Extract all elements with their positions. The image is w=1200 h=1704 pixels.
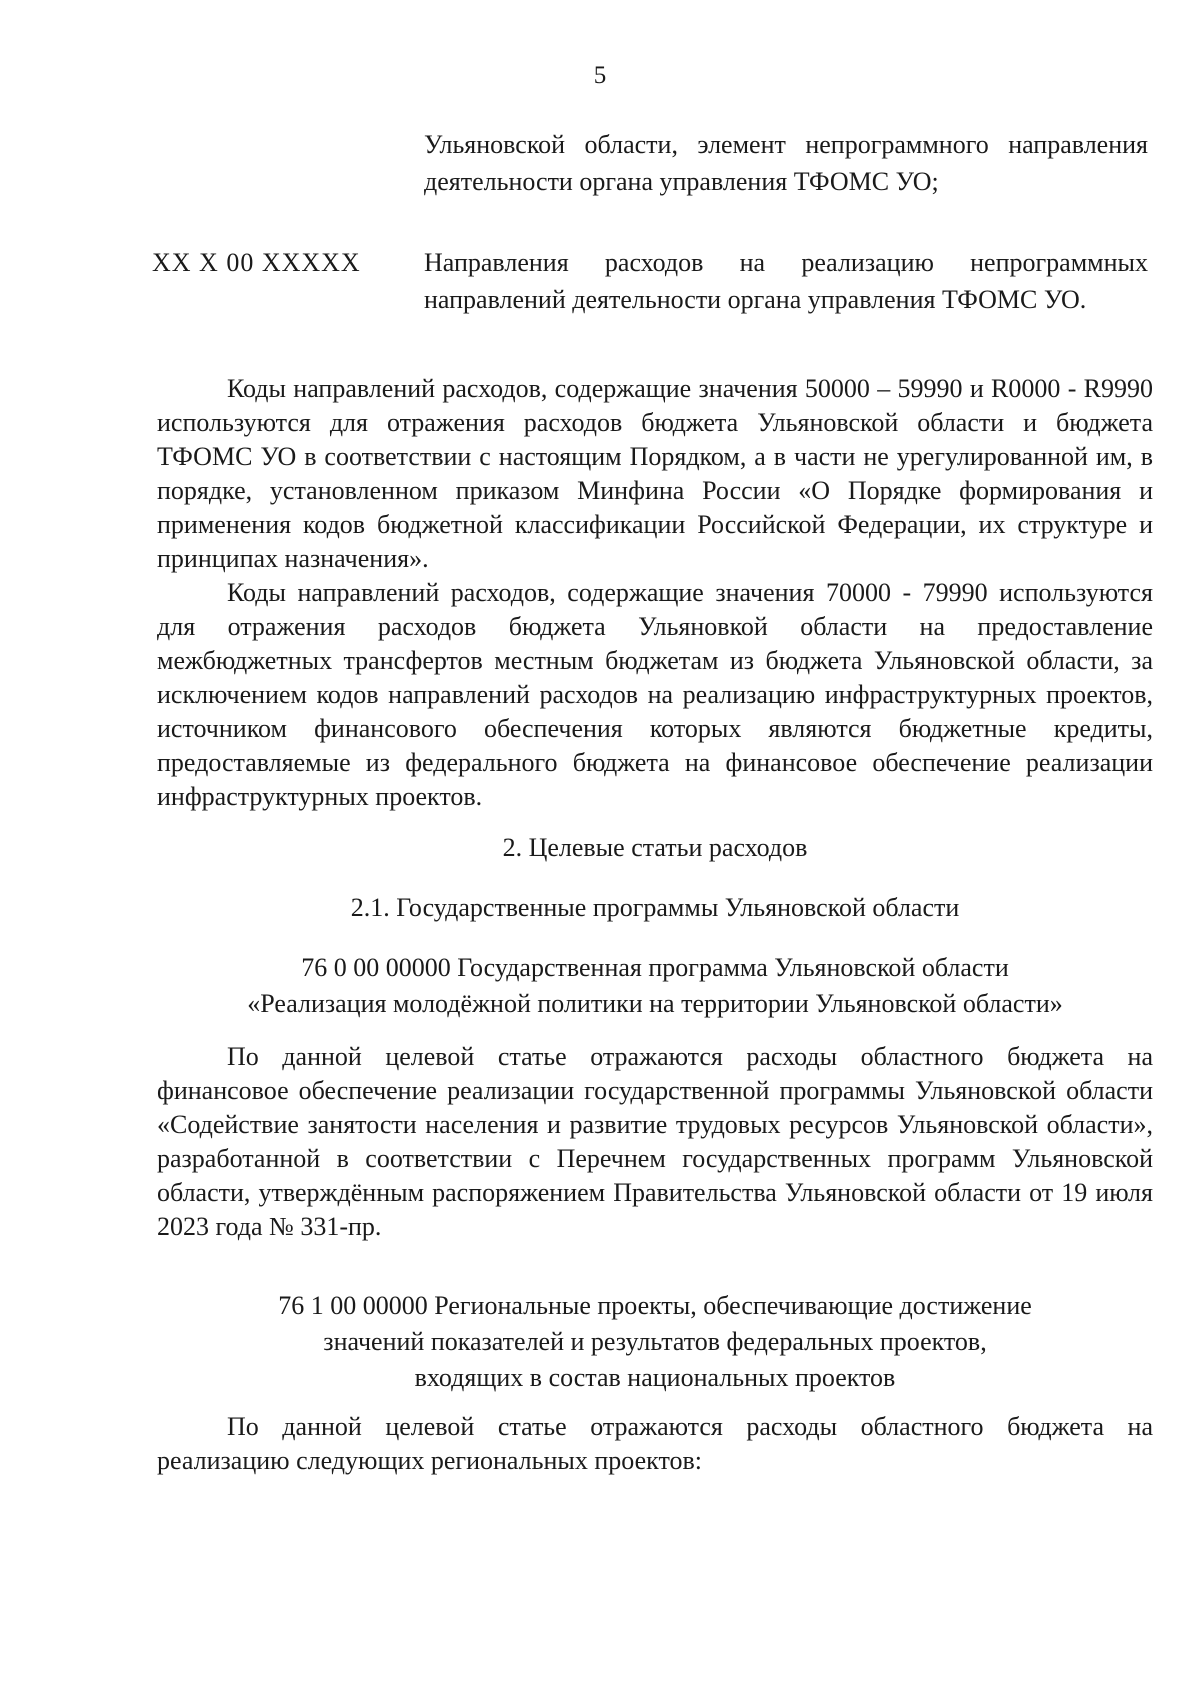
program-heading-line: «Реализация молодёжной политики на территории Ульяновской области» — [247, 989, 1063, 1018]
definition-code: XX X 00 XXXXX — [152, 248, 361, 277]
definition-text: Направления расходов на реализацию непрограммных направлений деятельности органа управления ТФОМС УО. — [424, 248, 1148, 314]
page-number: 5 — [593, 62, 607, 89]
regional-projects-heading-line: значений показателей и результатов федеральных проектов, — [323, 1327, 987, 1356]
paragraph-codes-70000: Коды направлений расходов, содержащие значения 70000 - 79990 используются для отражения расходов бюджета Ульяновкой области на предоставление межбюджетных трансфертов местным бюджетам из бюджета Ульяновской области, за исключением кодов направлений расходов на реализацию инфраструктурных проектов, источником финансового обеспечения которых являются бюджетные кредиты, предоставляемые из федерального бюджета на финансовое обеспечение реализации инфраструктурных проектов. — [157, 578, 1153, 811]
paragraph-program-description: По данной целевой статье отражаются расходы областного бюджета на финансовое обеспечение реализации государственной программы Ульяновской области «Содействие занятости населения и развитие трудовых ресурсов Ульяновской области», разработанной в соответствии с Перечнем государственных программ Ульяновской области, утверждённым распоряжением Правительства Ульяновской области от 19 июля 2023 года № 331-пр. — [157, 1042, 1153, 1241]
definition-text: Ульяновской области, элемент непрограммного направления деятельности органа управления ТФОМС УО; — [424, 130, 1148, 196]
paragraph-codes-50000: Коды направлений расходов, содержащие значения 50000 – 59990 и R0000 - R9990 используются для отражения расходов бюджета Ульяновской области и бюджета ТФОМС УО в соответствии с настоящим Порядком, а в части не урегулированной им, в порядке, установленном приказом Минфина России «О Порядке формирования и применения кодов бюджетной классификации Российской Федерации, их структуре и принципах назначения». — [157, 374, 1153, 573]
regional-projects-heading-line: входящих в состав национальных проектов — [414, 1363, 896, 1392]
paragraph-regional-projects: По данной целевой статье отражаются расходы областного бюджета на реализацию следующих региональных проектов: — [157, 1412, 1153, 1475]
section-heading: 2. Целевые статьи расходов — [502, 833, 808, 862]
subsection-heading: 2.1. Государственные программы Ульяновской области — [350, 893, 960, 922]
regional-projects-heading-line: 76 1 00 00000 Региональные проекты, обеспечивающие достижение — [278, 1291, 1032, 1320]
program-heading — [157, 950, 1153, 1022]
regional-projects-heading — [157, 1288, 1153, 1396]
program-heading-line: 76 0 00 00000 Государственная программа Ульяновской области — [301, 953, 1009, 982]
